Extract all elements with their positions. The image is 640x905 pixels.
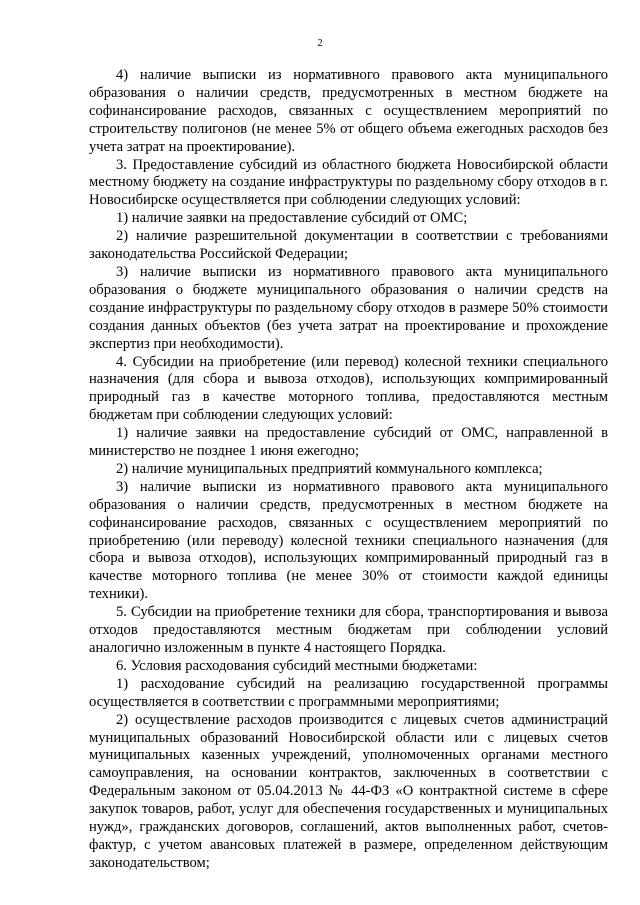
paragraph-section-5: 5. Субсидии на приобретение техники для сбора, транспортирования и вывоза отходов предоставляются местным бюджетам при соблюдении условий аналогично изложенным в пункте 4 настоящего Порядка.	[89, 604, 608, 656]
paragraph-section-4-item-3: 3) наличие выписки из нормативного правового акта муниципального образования о наличии средств, предусмотренных в местном бюджете на софинансирование расходов, связанных с осуществлением мероприятий по приобретению (или переводу) колесной техники специального назначения (для сбора и вывоза отходов), использующих компримированный природный газ в качестве моторного топлива (не менее 30% от стоимости каждой единицы техники).	[89, 478, 608, 603]
paragraph-section-4: 4. Субсидии на приобретение (или перевод) колесной техники специального назначения (для сбора и вывоза отходов), использующих компримированный природный газ в качестве моторного топлива, предоставляются местным бюджетам при соблюдении следующих условий:	[89, 353, 608, 424]
paragraph-section-4-item-2: 2) наличие муниципальных предприятий коммунального комплекса;	[116, 460, 543, 477]
paragraph-section-3-item-1: 1) наличие заявки на предоставление субсидий от ОМС;	[116, 210, 468, 227]
paragraph-section-3-item-3: 3) наличие выписки из нормативного правового акта муниципального образования о бюджете муниципального образования о наличии средств на создание инфраструктуры по раздельному сбору отходов в размере 50% стоимости создания данных объектов (без учета затрат на проектирование и прохождение экспертиз при необходимости).	[89, 263, 608, 352]
paragraph-section-6: 6. Условия расходования субсидий местными бюджетами:	[116, 657, 478, 674]
paragraph-section-6-item-1: 1) расходование субсидий на реализацию государственной программы осуществляется в соответствии с программными мероприятиями;	[89, 675, 608, 710]
paragraph-section-4-item-1: 1) наличие заявки на предоставление субсидий от ОМС, направленной в министерство не позднее 1 июня ежегодно;	[89, 425, 608, 460]
paragraph-item-4: 4) наличие выписки из нормативного правового акта муниципального образования о наличии средств, предусмотренных в местном бюджете на софинансирование расходов, связанных с осуществлением мероприятий по строительству полигонов (не менее 5% от общего объема ежегодных расходов без учета затрат на проектирование).	[89, 67, 608, 155]
paragraph-section-3: 3. Предоставление субсидий из областного бюджета Новосибирской области местному бюджету на создание инфраструктуры по раздельному сбору отходов в г. Новосибирске осуществляется при соблюдении следующих условий:	[89, 156, 608, 209]
document-body	[89, 67, 608, 873]
paragraph-section-3-item-2: 2) наличие разрешительной документации в соответствии с требованиями законодательства Российской Федерации;	[89, 228, 608, 263]
page-number: 2	[317, 38, 323, 49]
paragraph-section-6-item-2: 2) осуществление расходов производится с лицевых счетов администраций муниципальных образований Новосибирской области или с лицевых счетов муниципальных казенных учреждений, уполномоченных органами местного самоуправления, на основании контрактов, заключенных в соответствии с Федеральным законом от 05.04.2013 № 44-ФЗ «О контрактной системе в сфере закупок товаров, работ, услуг для обеспечения государственных и муниципальных нужд», гражданских договоров, соглашений, актов выполненных работ, счетов-фактур, с учетом авансовых платежей в размере, определенном действующим законодательством;	[89, 711, 608, 871]
